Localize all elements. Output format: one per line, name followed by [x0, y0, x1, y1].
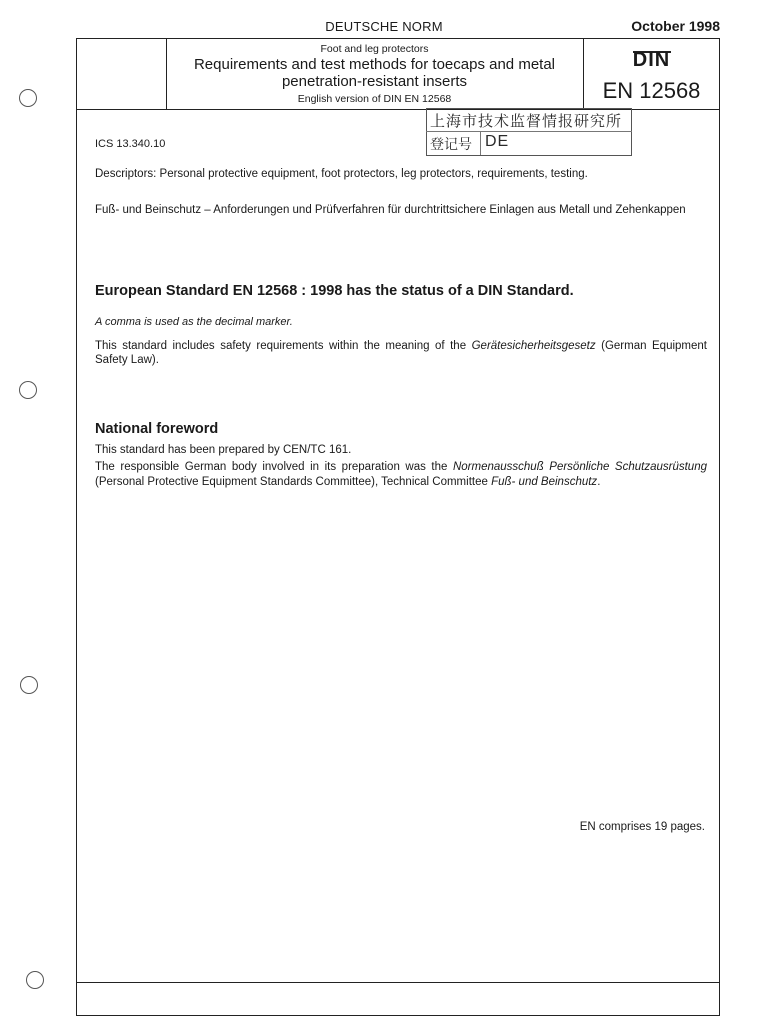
standard-subject: Foot and leg protectors — [320, 43, 429, 55]
national-foreword-paragraph-2 — [95, 460, 707, 490]
deutsche-norm-label: DEUTSCHE NORM — [325, 19, 443, 34]
din-logo: DIN — [632, 49, 671, 71]
page-frame — [76, 38, 720, 1016]
stamp-divider — [426, 131, 632, 132]
binder-hole-4 — [26, 971, 44, 989]
national-foreword-paragraph-1: This standard has been prepared by CEN/TC 161. — [95, 444, 352, 456]
binder-hole-1 — [19, 89, 37, 107]
nf-p2-middle: (Personal Protective Equipment Standards Committee), Technical Committee — [95, 476, 492, 488]
safety-law-name: Gerätesicherheitsgesetz — [471, 340, 596, 352]
standard-number: EN 12568 — [602, 78, 701, 103]
title-line-2: penetration-resistant inserts — [281, 73, 468, 90]
status-statement: European Standard EN 12568 : 1998 has the status of a DIN Standard. — [95, 283, 574, 299]
ics-code: ICS 13.340.10 — [95, 138, 166, 150]
stamp-vertical-divider — [480, 132, 481, 155]
title-line-1: Requirements and test methods for toecaps and metal — [193, 56, 556, 73]
page-count: EN comprises 19 pages. — [579, 821, 705, 833]
binder-hole-2 — [19, 381, 37, 399]
decimal-marker-note: A comma is used as the decimal marker. — [95, 316, 293, 328]
stamp-institute-name: 上海市技术监督情报研究所 — [430, 112, 623, 130]
stamp-registration-value: DE — [485, 133, 510, 150]
nf-p2-end: . — [597, 476, 601, 488]
nf-committee-name: Normenausschuß Persönliche Schutzausrüstung — [452, 461, 707, 473]
english-version-note: English version of DIN EN 12568 — [297, 93, 452, 105]
binder-hole-3 — [20, 676, 38, 694]
stamp-registration-label: 登记号 — [430, 137, 472, 153]
national-foreword-heading: National foreword — [95, 421, 219, 437]
publication-date: October 1998 — [631, 18, 720, 34]
safety-text-start: This standard includes safety requirements within the meaning of the — [95, 340, 472, 352]
footer-rule — [76, 982, 720, 983]
safety-requirements-note — [95, 339, 707, 367]
safety-text-end: (German Equipment Safety Law). — [95, 340, 707, 366]
standard-title — [166, 56, 583, 90]
descriptors: Descriptors: Personal protective equipment, foot protectors, leg protectors, requirements, testing. — [95, 168, 588, 180]
nf-p2-start: The responsible German body involved in its preparation was the — [95, 461, 453, 473]
nf-technical-committee: Fuß- und Beinschutz — [491, 476, 598, 488]
german-title: Fuß- und Beinschutz – Anforderungen und Prüfverfahren für durchtrittsichere Einlagen aus Metall und Zehenkappen — [95, 204, 686, 216]
